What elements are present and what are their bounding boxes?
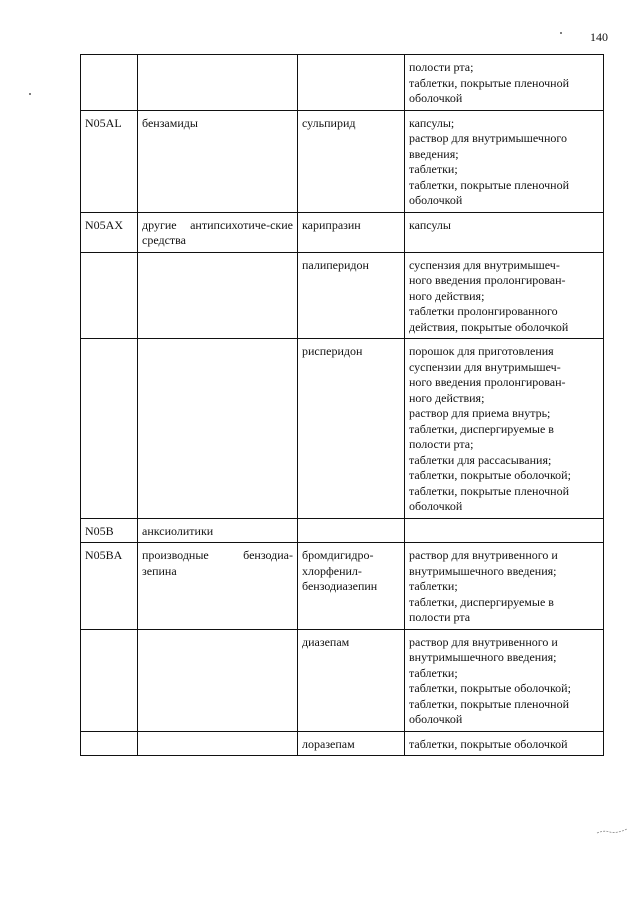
dosage-form-line: таблетки, покрытые оболочкой; — [409, 681, 571, 695]
pen-mark-icon — [596, 828, 628, 834]
dosage-form-line: внутримышечного введения; — [409, 650, 557, 664]
group-name-cell — [138, 731, 298, 756]
atc-code-cell: N05B — [81, 518, 138, 543]
atc-code-cell — [81, 55, 138, 111]
dosage-forms-cell — [405, 252, 604, 339]
group-name-cell — [138, 252, 298, 339]
drug-table — [80, 54, 604, 756]
dosage-forms-cell — [405, 110, 604, 212]
dosage-form-line: таблетки, покрытые оболочкой; — [409, 468, 571, 482]
dosage-form-line: полости рта — [409, 610, 471, 624]
group-name-cell — [138, 339, 298, 519]
dosage-form-line: ного действия; — [409, 288, 485, 303]
atc-code-cell: N05AX — [81, 212, 138, 252]
dosage-form-line: раствор для внутривенного и — [409, 634, 558, 649]
dosage-forms-cell — [405, 518, 604, 543]
dosage-form-line: таблетки; — [409, 579, 458, 593]
dosage-form-line: капсулы; — [409, 115, 455, 130]
dosage-form-line: таблетки для рассасывания; — [409, 452, 552, 467]
dosage-forms-cell — [405, 339, 604, 519]
dosage-form-line: таблетки, диспергируемые в — [409, 594, 554, 609]
scan-dot — [560, 32, 562, 34]
scan-dot — [29, 93, 31, 95]
drug-name-cell — [298, 55, 405, 111]
drug-name-cell: сульпирид — [298, 110, 405, 212]
group-name-cell: бензамиды — [138, 110, 298, 212]
dosage-form-line: таблетки, диспергируемые в — [409, 421, 554, 436]
page-number: 140 — [590, 30, 608, 44]
dosage-form-line: таблетки, покрытые пленочной — [409, 696, 570, 711]
dosage-form-line: ного введения пролонгирован- — [409, 273, 566, 287]
dosage-form-line: раствор для внутривенного и — [409, 548, 558, 562]
group-name-cell — [138, 629, 298, 731]
dosage-form-line: суспензия для внутримышеч- — [409, 257, 560, 272]
atc-code-cell — [81, 339, 138, 519]
drug-name-cell — [298, 518, 405, 543]
table-row — [81, 339, 604, 519]
dosage-forms-cell — [405, 629, 604, 731]
group-name-cell — [138, 55, 298, 111]
dosage-form-line: таблетки; — [409, 665, 458, 680]
group-name-cell: анксиолитики — [138, 518, 298, 543]
table-row — [81, 110, 604, 212]
drug-name-cell: диазепам — [298, 629, 405, 731]
dosage-form-line: полости рта; — [409, 60, 474, 74]
drug-name-cell: бромдигидро-хлорфенил-бензодиазепин — [298, 543, 405, 630]
dosage-form-line: полости рта; — [409, 437, 474, 451]
table-row — [81, 55, 604, 111]
drug-name-cell: лоразепам — [298, 731, 405, 756]
dosage-form-line: введения; — [409, 146, 459, 161]
atc-code-cell — [81, 252, 138, 339]
dosage-form-line: таблетки, покрытые пленочной — [409, 75, 570, 90]
table-body — [81, 55, 604, 756]
group-name-cell: производные бензодиа-зепина — [138, 543, 298, 630]
dosage-form-line: ного введения пролонгирован- — [409, 375, 566, 389]
drug-name-cell: палиперидон — [298, 252, 405, 339]
table-row — [81, 518, 604, 543]
atc-code-cell: N05AL — [81, 110, 138, 212]
dosage-form-line: таблетки; — [409, 162, 458, 176]
dosage-form-line: оболочкой — [409, 193, 463, 207]
dosage-forms-cell — [405, 55, 604, 111]
dosage-form-line: оболочкой — [409, 712, 463, 726]
dosage-form-line: таблетки, покрытые пленочной — [409, 483, 570, 498]
dosage-forms-cell — [405, 543, 604, 630]
drug-name-cell: карипразин — [298, 212, 405, 252]
dosage-forms-cell — [405, 731, 604, 756]
dosage-form-line: таблетки пролонгированного — [409, 304, 558, 318]
table-row — [81, 731, 604, 756]
dosage-form-line: ного действия; — [409, 390, 485, 405]
dosage-form-line: оболочкой — [409, 499, 463, 513]
table-row — [81, 212, 604, 252]
dosage-form-line: таблетки, покрытые пленочной — [409, 177, 570, 192]
dosage-form-line: раствор для приема внутрь; — [409, 406, 551, 420]
atc-code-cell: N05BA — [81, 543, 138, 630]
table-row — [81, 252, 604, 339]
dosage-form-line: раствор для внутримышечного — [409, 131, 567, 145]
dosage-form-line: суспензии для внутримышеч- — [409, 359, 561, 374]
table-row — [81, 543, 604, 630]
table-row — [81, 629, 604, 731]
group-name-cell: другие антипсихотиче-ские средства — [138, 212, 298, 252]
dosage-form-line: порошок для приготовления — [409, 344, 554, 358]
atc-code-cell — [81, 731, 138, 756]
atc-code-cell — [81, 629, 138, 731]
dosage-form-line: действия, покрытые оболочкой — [409, 319, 569, 334]
dosage-forms-cell — [405, 212, 604, 252]
dosage-form-line: оболочкой — [409, 91, 463, 105]
drug-name-cell: рисперидон — [298, 339, 405, 519]
dosage-form-line: капсулы — [409, 217, 451, 232]
dosage-form-line: внутримышечного введения; — [409, 563, 557, 578]
dosage-form-line: таблетки, покрытые оболочкой — [409, 736, 568, 751]
